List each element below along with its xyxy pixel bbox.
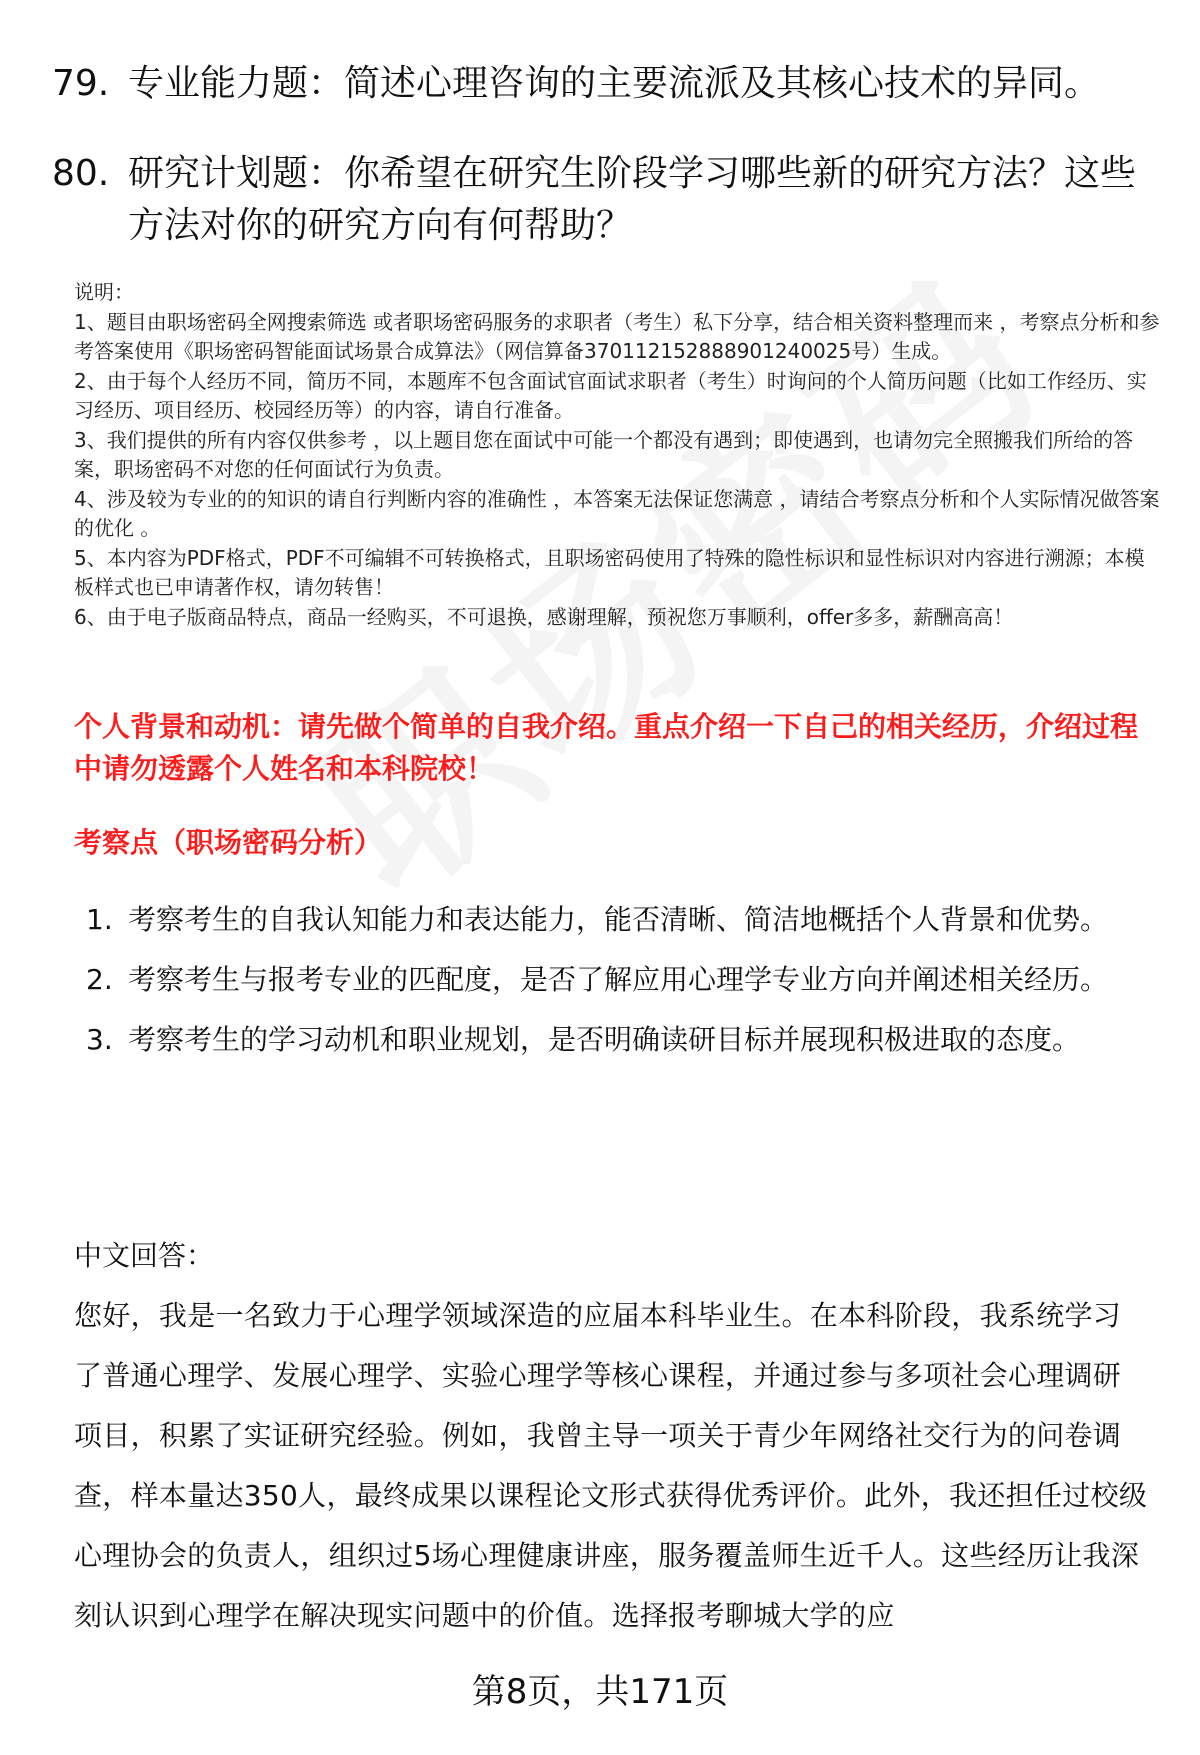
list-item-number: 3. [86,1023,113,1056]
question-80 [52,148,1152,252]
list-item-text: 考察考生的学习动机和职业规划，是否明确读研目标并展现积极进取的态度。 [128,1023,1081,1056]
note-item: 3、我们提供的所有内容仅供参考 ，以上题目您在面试中可能一个都没有遇到；即使遇到，也请勿完全照搬我们所给的答案，职场密码不对您的任何面试行为负责。 [74,427,1134,481]
list-item [86,1010,1146,1070]
answer-label: 中文回答： [74,1239,215,1272]
list-item-number: 1. [86,903,113,936]
question-number: 79. [52,63,110,104]
note-item: 6、由于电子版商品特点，商品一经购买，不可退换，感谢理解，预祝您万事顺利，offer多多，薪酬高高！ [74,604,1014,629]
question-text: 专业能力题：简述心理咨询的主要流派及其核心技术的异同。 [128,63,1101,104]
question-text: 研究计划题：你希望在研究生阶段学习哪些新的研究方法？这些方法对你的研究方向有何帮助？ [128,153,1137,246]
note-item: 5、本内容为PDF格式，PDF不可编辑不可转换格式，且职场密码使用了特殊的隐性标识和显性标识对内容进行溯源；本模板样式也已申请著作权，请勿转售！ [74,545,1145,599]
list-item-text: 考察考生的自我认知能力和表达能力，能否清晰、简洁地概括个人背景和优势。 [128,903,1109,936]
page-number: 第8页，共171页 [471,1672,729,1712]
answer-body: 您好，我是一名致力于心理学领域深造的应届本科毕业生。在本科阶段，我系统学习了普通心理学、发展心理学、实验心理学等核心课程，并通过参与多项社会心理调研项目，积累了实证研究经验。例如，我曾主导一项关于青少年网络社交行为的问卷调查，样本量达350人，最终成果以课程论文形式获得优秀评价。此外，我还担任过校级心理协会的负责人，组织过5场心理健康讲座，服务覆盖师生近千人。这些经历让我深刻认识到心理学在解决现实问题中的价值。选择报考聊城大学的应 [74,1299,1148,1632]
notes-section [74,278,1164,632]
section-subheading: 考察点（职场密码分析） [74,826,383,859]
list-item [86,950,1146,1010]
list-item-number: 2. [86,963,113,996]
question-number: 80. [52,153,110,194]
section-heading: 个人背景和动机：请先做个简单的自我介绍。重点介绍一下自己的相关经历，介绍过程中请勿透露个人姓名和本科院校！ [74,710,1139,785]
assessment-points [86,890,1146,1070]
note-item: 4、涉及较为专业的的知识的请自行判断内容的准确性 ，本答案无法保证您满意 ，请结合考察点分析和个人实际情况做答案的优化 。 [74,486,1160,540]
notes-title: 说明： [74,280,134,304]
list-item [86,890,1146,950]
question-79 [52,58,1152,110]
note-item: 2、由于每个人经历不同，简历不同，本题库不包含面试官面试求职者（考生）时询问的个人简历问题（比如工作经历、实习经历、项目经历、校园经历等）的内容，请自行准备。 [74,368,1147,422]
list-item-text: 考察考生与报考专业的匹配度，是否了解应用心理学专业方向并阐述相关经历。 [128,963,1109,996]
note-item: 1、题目由职场密码全网搜索筛选 或者职场密码服务的求职者（考生）私下分享，结合相关资料整理而来 ，考察点分析和参考答案使用《职场密码智能面试场景合成算法》（网信算备370112152888901240025号）生成。 [74,309,1160,363]
